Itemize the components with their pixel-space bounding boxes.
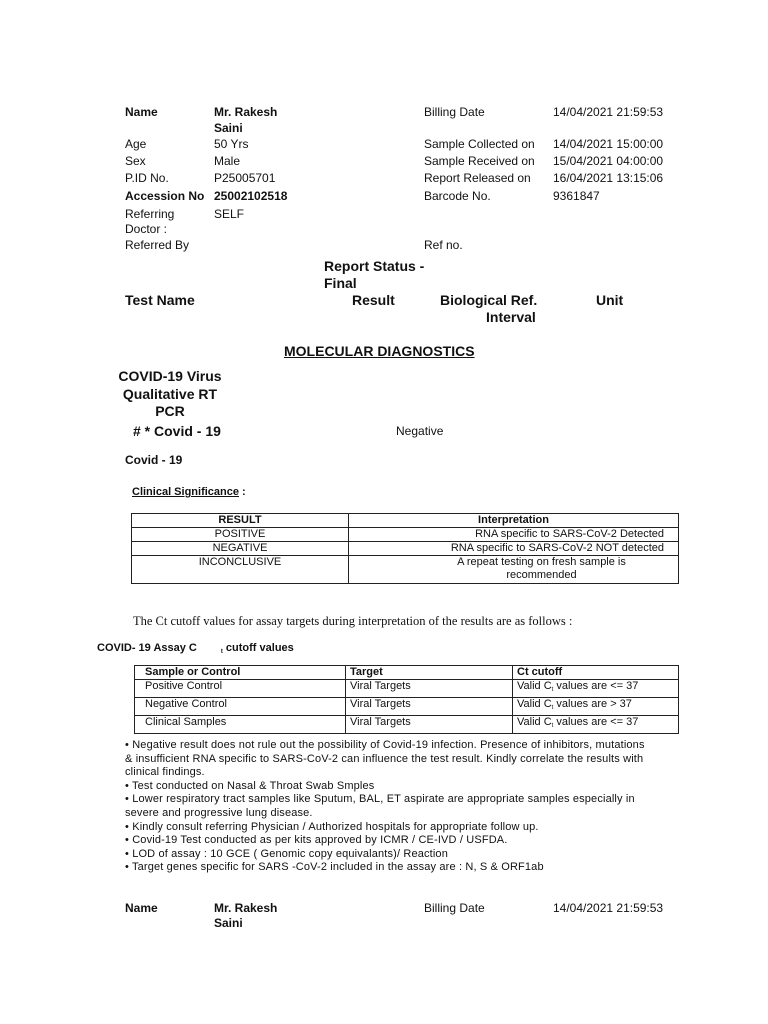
test-title-line1: COVID-19 Virus bbox=[118, 368, 222, 384]
table-row bbox=[135, 716, 679, 734]
clinical-significance-heading bbox=[132, 486, 246, 498]
patient-name-line2: Saini bbox=[214, 121, 243, 135]
table-cell: Viral Targets bbox=[346, 680, 513, 698]
test-subtitle: Covid - 19 bbox=[125, 453, 183, 467]
table-header-cell: Interpretation bbox=[349, 514, 679, 528]
footer-billing-date-value: 14/04/2021 21:59:53 bbox=[553, 901, 664, 915]
referring-value: SELF bbox=[214, 207, 245, 221]
ct-valid-prefix: Valid C bbox=[517, 716, 552, 728]
footer-patient-name-line2: Saini bbox=[214, 916, 243, 930]
referred-by-label: Referred By bbox=[125, 238, 190, 252]
barcode-label: Barcode No. bbox=[424, 189, 491, 203]
table-cell-line: A repeat testing on fresh sample is bbox=[457, 556, 626, 568]
accession-label: Accession No bbox=[125, 189, 205, 203]
sample-received-value: 15/04/2021 04:00:00 bbox=[553, 154, 664, 168]
ct-cutoff-table bbox=[134, 665, 679, 734]
clinical-significance-label: Clinical Significance bbox=[132, 486, 239, 498]
footer-patient-name-line1: Mr. Rakesh bbox=[214, 901, 278, 915]
pid-label: P.ID No. bbox=[125, 171, 169, 185]
note-item: • Covid-19 Test conducted as per kits approved by ICMR / CE-IVD / USFDA. bbox=[125, 834, 508, 847]
note-item: • Test conducted on Nasal & Throat Swab Smples bbox=[125, 779, 375, 792]
accession-value: 25002102518 bbox=[214, 189, 288, 203]
table-cell bbox=[513, 716, 679, 734]
notes-list bbox=[125, 739, 645, 875]
table-row bbox=[132, 528, 679, 542]
note-item: • Lower respiratory tract samples like Sputum, BAL, ET aspirate are appropriate samples especially in severe and progressive lung disease. bbox=[125, 793, 635, 819]
ct-heading-sub: t bbox=[220, 649, 223, 655]
ct-valid-sub: t bbox=[551, 705, 554, 711]
table-header-row bbox=[135, 666, 679, 680]
table-header-row bbox=[132, 514, 679, 528]
sample-received-label: Sample Received on bbox=[424, 154, 535, 168]
referring-label-line1: Referring bbox=[125, 207, 175, 221]
sex-label: Sex bbox=[125, 154, 146, 168]
table-cell: Viral Targets bbox=[346, 716, 513, 734]
report-released-value: 16/04/2021 13:15:06 bbox=[553, 171, 664, 185]
column-result: Result bbox=[352, 292, 395, 308]
pid-value: P25005701 bbox=[214, 171, 276, 185]
age-value: 50 Yrs bbox=[214, 137, 249, 151]
ct-valid-suffix: values are <= 37 bbox=[553, 716, 639, 728]
column-unit: Unit bbox=[596, 292, 624, 308]
name-label: Name bbox=[125, 105, 158, 119]
footer-name-label: Name bbox=[125, 901, 158, 915]
ct-valid-sub: t bbox=[551, 723, 554, 729]
table-header-cell: RESULT bbox=[132, 514, 349, 528]
barcode-value: 9361847 bbox=[553, 189, 600, 203]
table-header-cell: Sample or Control bbox=[135, 666, 346, 680]
table-cell: Clinical Samples bbox=[135, 716, 346, 734]
age-label: Age bbox=[125, 137, 147, 151]
test-parameter-result: Negative bbox=[396, 424, 444, 438]
column-bio-ref-line2: Interval bbox=[486, 309, 536, 325]
table-cell: RNA specific to SARS-CoV-2 NOT detected bbox=[349, 542, 679, 556]
table-cell: Negative Control bbox=[135, 698, 346, 716]
table-header-cell: Target bbox=[346, 666, 513, 680]
sample-collected-label: Sample Collected on bbox=[424, 137, 535, 151]
test-parameter-name: # * Covid - 19 bbox=[133, 423, 221, 439]
clinical-significance-colon: : bbox=[238, 486, 246, 498]
ref-no-label: Ref no. bbox=[424, 238, 463, 252]
table-cell: POSITIVE bbox=[132, 528, 349, 542]
billing-date-value: 14/04/2021 21:59:53 bbox=[553, 105, 664, 119]
column-test-name: Test Name bbox=[125, 292, 195, 308]
table-header-cell: Ct cutoff bbox=[513, 666, 679, 680]
sex-value: Male bbox=[214, 154, 241, 168]
test-title-line2: Qualitative RT bbox=[122, 386, 218, 402]
table-row bbox=[132, 542, 679, 556]
table-cell bbox=[513, 680, 679, 698]
footer-billing-date-label: Billing Date bbox=[424, 901, 485, 915]
table-cell: Positive Control bbox=[135, 680, 346, 698]
table-cell bbox=[349, 556, 679, 584]
ct-cutoff-heading bbox=[97, 642, 294, 655]
table-cell bbox=[513, 698, 679, 716]
note-item: • Target genes specific for SARS -CoV-2 included in the assay are : N, S & ORF1ab bbox=[125, 861, 544, 874]
ct-heading-part-b: cutoff values bbox=[225, 642, 294, 654]
interpretation-table bbox=[131, 513, 679, 584]
report-status-line1: Report Status - bbox=[324, 258, 425, 274]
sample-collected-value: 14/04/2021 15:00:00 bbox=[553, 137, 664, 151]
test-title-line3: PCR bbox=[155, 403, 185, 419]
ct-valid-prefix: Valid C bbox=[517, 698, 552, 710]
table-row bbox=[132, 556, 679, 584]
report-released-label: Report Released on bbox=[424, 171, 531, 185]
section-title: MOLECULAR DIAGNOSTICS bbox=[284, 343, 475, 359]
report-status-line2: Final bbox=[324, 275, 357, 291]
note-item: • Negative result does not rule out the possibility of Covid-19 infection. Presence of inhibitors, mutations & insufficient RNA specific to SARS-CoV-2 can influence the test result. Kindly correlate the results with clinical findings. bbox=[125, 739, 645, 779]
referring-label-line2: Doctor : bbox=[125, 222, 168, 236]
ct-valid-prefix: Valid C bbox=[517, 680, 552, 692]
table-cell-line: recommended bbox=[506, 569, 577, 581]
patient-name-line1: Mr. Rakesh bbox=[214, 105, 278, 119]
table-cell: RNA specific to SARS-CoV-2 Detected bbox=[349, 528, 679, 542]
ct-valid-sub: t bbox=[551, 687, 554, 693]
billing-date-label: Billing Date bbox=[424, 105, 485, 119]
note-item: • Kindly consult referring Physician / Authorized hospitals for appropriate follow up. bbox=[125, 820, 539, 833]
table-cell: NEGATIVE bbox=[132, 542, 349, 556]
ct-intro-text: The Ct cutoff values for assay targets during interpretation of the results are as follows : bbox=[133, 614, 573, 628]
column-bio-ref-line1: Biological Ref. bbox=[440, 292, 538, 308]
table-cell: Viral Targets bbox=[346, 698, 513, 716]
note-item: • LOD of assay : 10 GCE ( Genomic copy equivalants)/ Reaction bbox=[125, 847, 448, 860]
table-row bbox=[135, 680, 679, 698]
ct-valid-suffix: values are > 37 bbox=[553, 698, 632, 710]
ct-heading-part-a: COVID- 19 Assay C bbox=[97, 642, 197, 654]
table-row bbox=[135, 698, 679, 716]
table-cell: INCONCLUSIVE bbox=[132, 556, 349, 584]
ct-valid-suffix: values are <= 37 bbox=[553, 680, 639, 692]
